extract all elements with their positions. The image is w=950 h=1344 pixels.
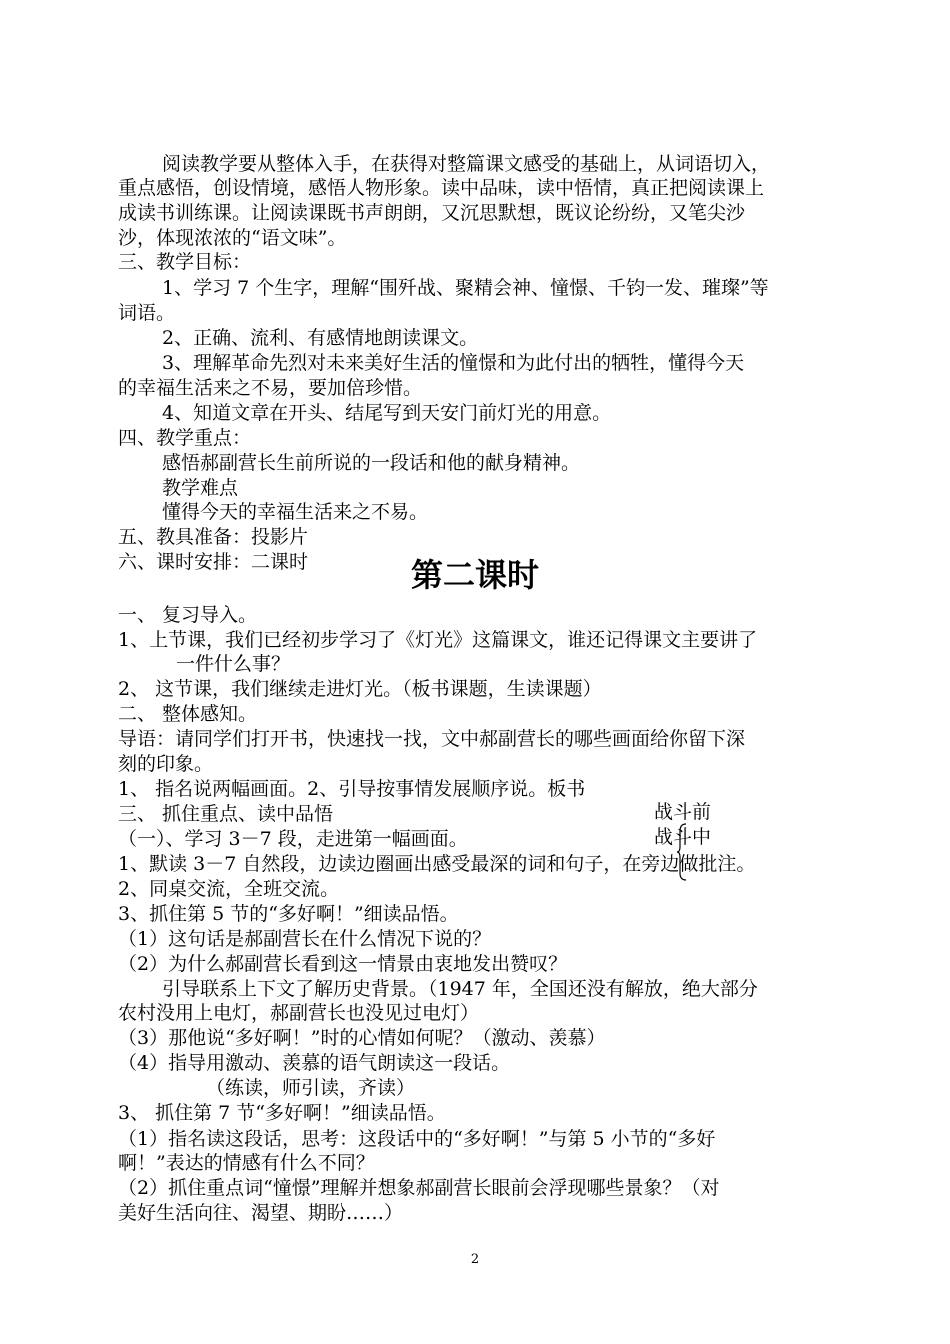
text-line: 重点感悟，创设情境，感悟人物形象。读中品味，读中悟情，真正把阅读课上 — [118, 177, 765, 199]
text-line: 三、 抓住重点、读中品悟 — [118, 803, 334, 825]
text-line: 导语：请同学们打开书，快速找一找，文中郝副营长的哪些画面给你留下深 — [118, 728, 746, 750]
text-line: 词语。 — [118, 302, 176, 324]
text-line: 3、 抓住第 7 节“多好啊！”细读品悟。 — [118, 1102, 446, 1124]
text-line: 引导联系上下文了解历史背景。（1947 年，全国还没有解放，绝大部分 — [162, 978, 758, 1000]
text-line: 六、课时安排：二课时 — [118, 551, 309, 573]
brace-icon — [676, 823, 688, 881]
text-line: （2）为什么郝副营长看到这一情景由衷地发出赞叹？ — [118, 953, 568, 975]
text-line: 1、学习 7 个生字，理解“围歼战、聚精会神、憧憬、千钧一发、璀璨”等 — [162, 277, 769, 299]
page-number: 2 — [470, 1252, 480, 1267]
text-line: 三、教学目标： — [118, 251, 252, 273]
text-line: 2、同桌交流，全班交流。 — [118, 878, 340, 900]
text-line: （2）抓住重点词“憧憬”理解并想象郝副营长眼前会浮现哪些景象？（对 — [118, 1177, 720, 1199]
text-line: 感悟郝副营长生前所说的一段话和他的献身精神。 — [162, 452, 581, 474]
text-line: 五、教具准备：投影片 — [118, 526, 309, 548]
text-line: 四、教学重点： — [118, 427, 252, 449]
text-line: 二、 整体感知。 — [118, 703, 258, 725]
text-line: 2、 这节课，我们继续走进灯光。（板书课题，生读课题） — [118, 678, 602, 700]
text-line: 沙，体现浓浓的“语文味”。 — [118, 227, 347, 249]
text-line: 3、抓住第 5 节的“多好啊！”细读品悟。 — [118, 903, 459, 925]
text-line: （练读，师引读，齐读） — [206, 1077, 416, 1099]
text-line: 美好生活向往、渴望、期盼……） — [118, 1202, 404, 1224]
text-line: （1）指名读这段话，思考：这段话中的“多好啊！”与第 5 小节的“多好 — [118, 1128, 716, 1150]
text-line: 一、 复习导入。 — [118, 604, 258, 626]
text-line: 的幸福生活来之不易，要加倍珍惜。 — [118, 377, 423, 399]
text-line: 1、上节课，我们已经初步学习了《灯光》这篇课文，谁还记得课文主要讲了 — [118, 629, 758, 651]
text-line: （3）那他说“多好啊！”时的心情如何呢？（激动、羡慕） — [118, 1027, 606, 1049]
text-line: 啊！”表达的情感有什么不同？ — [118, 1152, 375, 1174]
text-line: 1、 指名说两幅画面。2、引导按事情发展顺序说。板书 — [118, 778, 586, 800]
text-line: 农村没用上电灯，郝副营长也没见过电灯） — [118, 1002, 480, 1024]
section-title: 第二课时 — [410, 556, 539, 594]
text-line: 教学难点 — [162, 477, 239, 499]
text-line: 阅读教学要从整体入手，在获得对整篇课文感受的基础上，从词语切入， — [162, 153, 771, 175]
text-line: 一件什么事？ — [176, 653, 291, 675]
text-line: 2、正确、流利、有感情地朗读课文。 — [162, 327, 479, 349]
text-line: 刻的印象。 — [118, 753, 214, 775]
text-line: 4、知道文章在开头、结尾写到天安门前灯光的用意。 — [162, 402, 612, 424]
text-line: （1）这句话是郝副营长在什么情况下说的？ — [118, 928, 492, 950]
text-line: 成读书训练课。让阅读课既书声朗朗，又沉思默想，既议论纷纷，又笔尖沙 — [118, 202, 746, 224]
text-line: 1、默读 3－7 自然段，边读边圈画出感受最深的词和句子，在旁边做批注。 — [118, 853, 756, 875]
text-line: （一）、学习 3－7 段，走进第一幅画面。 — [118, 828, 468, 850]
text-line: 懂得今天的幸福生活来之不易。 — [162, 501, 429, 523]
text-line: （4）指导用激动、羡慕的语气朗读这一段话。 — [118, 1052, 511, 1074]
board-note-before-battle: 战斗前 — [654, 801, 712, 823]
board-note-during-battle: 战斗中 — [654, 826, 712, 848]
text-line: 3、理解革命先烈对未来美好生活的憧憬和为此付出的牺牲，懂得今天 — [162, 352, 745, 374]
